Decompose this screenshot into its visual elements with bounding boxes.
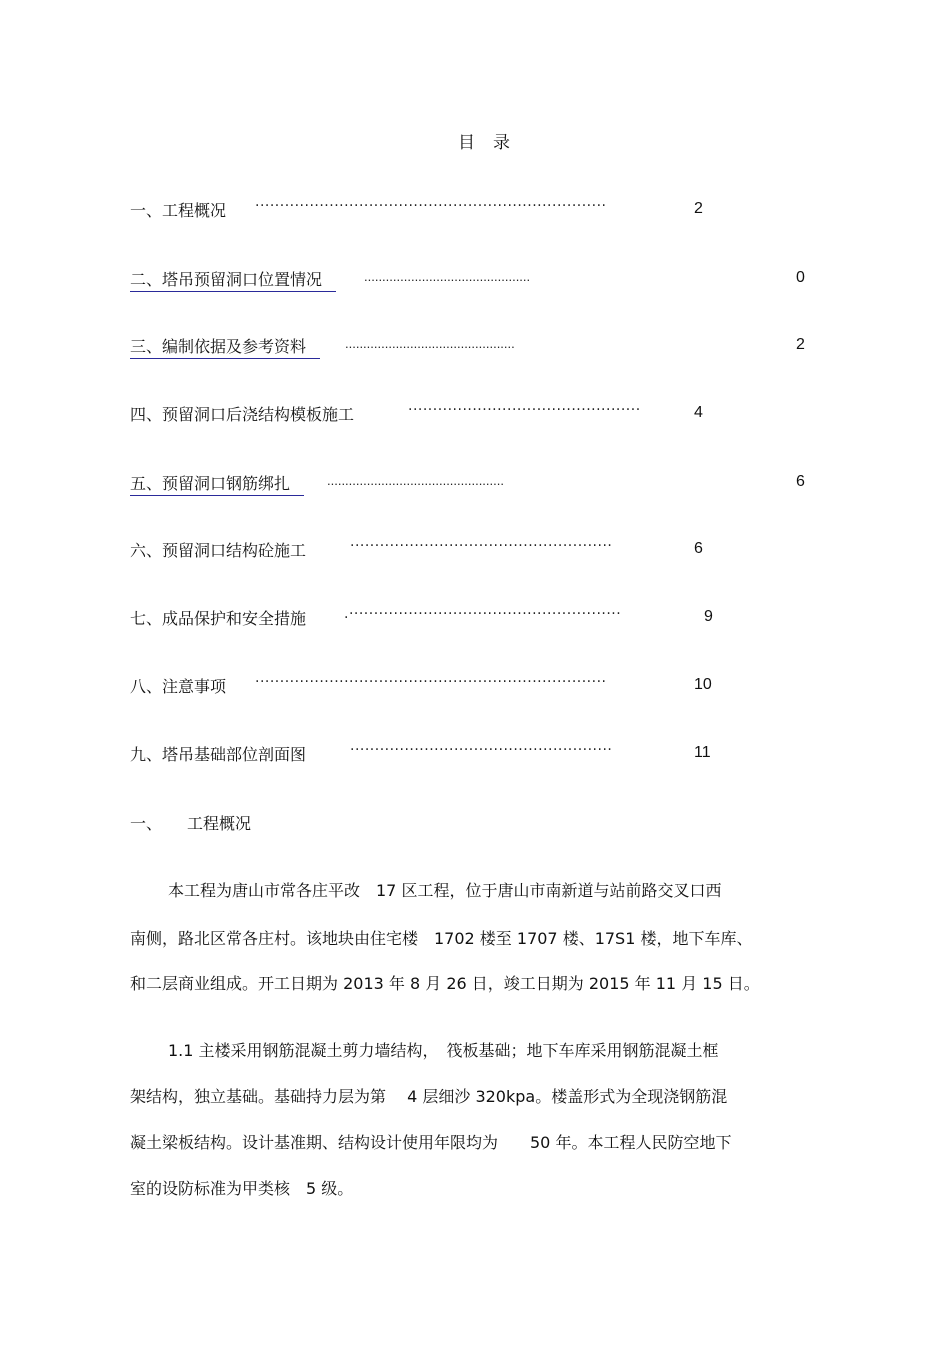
section-1-para-2-line-1: 1.1 主楼采用钢筋混凝土剪力墙结构， 筏板基础；地下车库采用钢筋混凝土框 (168, 1041, 719, 1060)
toc-entry-6-label[interactable]: 六、预留洞口结构砼施工 (130, 541, 307, 560)
toc-entry-7-label[interactable]: 七、成品保护和安全措施 (130, 609, 307, 628)
toc-entry-7-leader: .······················································· (344, 606, 622, 622)
section-1-number: 一、 (130, 814, 163, 833)
toc-entry-5-label[interactable]: 五、预留洞口钢筋绑扎 (130, 471, 304, 496)
toc-entry-1-page[interactable]: 2 (694, 200, 703, 217)
toc-entry-4-label[interactable]: 四、预留洞口后浇结构模板施工 (130, 405, 355, 424)
section-1-para-2-line-4: 室的设防标准为甲类核 5 级。 (130, 1179, 354, 1198)
toc-entry-3-label[interactable]: 三、编制依据及参考资料 (130, 334, 320, 359)
section-1-para-1-line-3: 和二层商业组成。开工日期为 2013 年 8 月 26 日，竣工日期为 2015 年 11 月 15 日。 (130, 974, 760, 993)
section-1-title: 工程概况 (187, 814, 252, 833)
toc-entry-6-page[interactable]: 6 (694, 540, 703, 557)
toc-entry-2-page[interactable]: 0 (796, 269, 805, 286)
toc-entry-6-leader: ····················································· (350, 538, 613, 554)
toc-entry-4-leader: ··············································· (408, 402, 641, 418)
toc-entry-9-leader: ····················································· (350, 742, 613, 758)
toc-entry-9-label[interactable]: 九、塔吊基础部位剖面图 (130, 745, 307, 764)
toc-entry-9-page[interactable]: 11 (694, 744, 711, 761)
toc-entry-5-page[interactable]: 6 (796, 473, 805, 490)
section-1-para-1-line-1: 本工程为唐山市常各庄平改 17 区工程，位于唐山市南新道与站前路交叉口西 (168, 881, 722, 900)
toc-entry-8-label[interactable]: 八、注意事项 (130, 677, 227, 696)
toc-entry-7-page[interactable]: 9 (704, 608, 713, 625)
toc-entry-4-page[interactable]: 4 (694, 404, 703, 421)
toc-entry-3-leader: ............................................... (345, 336, 515, 351)
toc-entry-2-leader: .............................................. (364, 269, 531, 284)
toc-entry-8-page[interactable]: 10 (694, 676, 712, 693)
section-1-para-2-line-3: 凝土梁板结构。设计基准期、结构设计使用年限均为 50 年。本工程人民防空地下 (130, 1133, 732, 1152)
section-1-para-2-line-2: 架结构，独立基础。基础持力层为第 4 层细沙 320kpa。楼盖形式为全现浇钢筋混 (130, 1087, 728, 1106)
toc-entry-1-label[interactable]: 一、工程概况 (130, 201, 227, 220)
toc-entry-1-leader: ······································································· (255, 198, 607, 214)
toc-entry-8-leader: ······································································· (255, 674, 607, 690)
toc-entry-2-label[interactable]: 二、塔吊预留洞口位置情况 (130, 267, 336, 292)
toc-entry-3-page[interactable]: 2 (796, 336, 805, 353)
toc-title: 目录 (458, 133, 528, 153)
section-1-para-1-line-2: 南侧，路北区常各庄村。该地块由住宅楼 1702 楼至 1707 楼、17S1 楼，地下车库、 (130, 929, 753, 948)
toc-entry-5-leader: ................................................. (327, 473, 504, 488)
